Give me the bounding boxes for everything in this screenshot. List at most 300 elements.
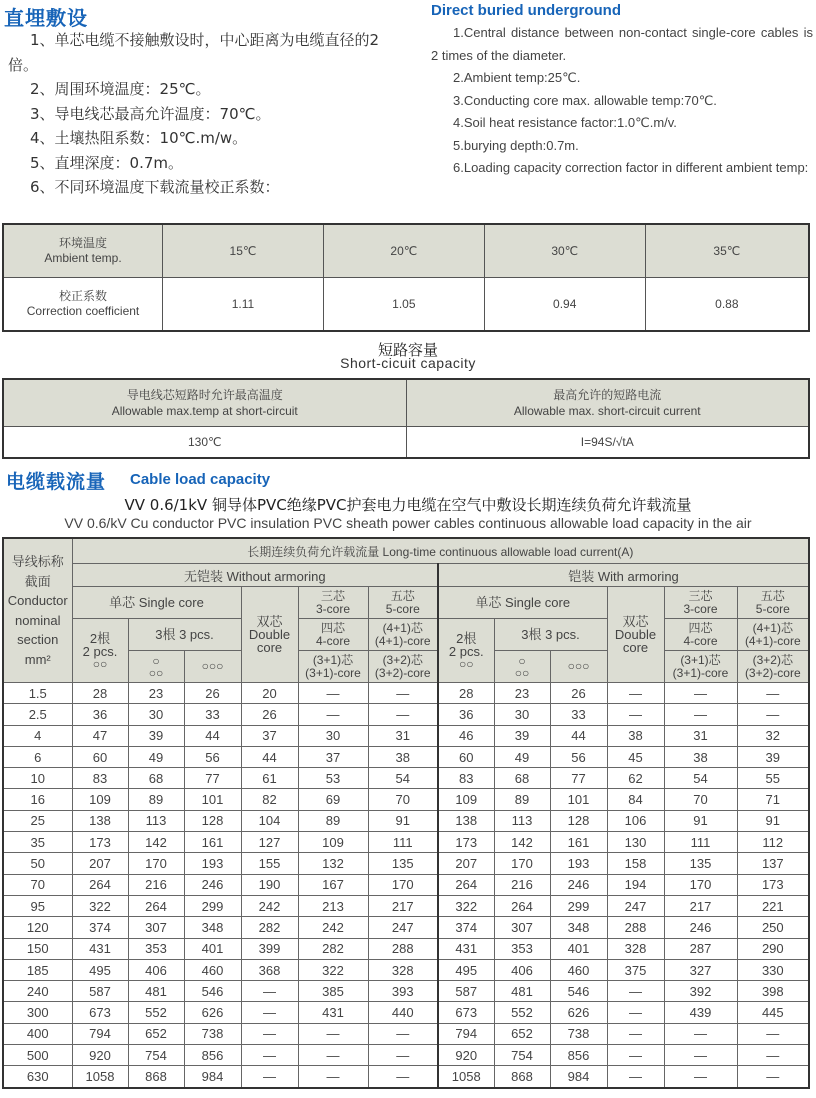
max-temp-header (3, 379, 406, 427)
current-cell: — (241, 1045, 298, 1066)
current-cell: 38 (368, 746, 438, 767)
current-cell: — (241, 1002, 298, 1023)
table-row (3, 427, 809, 459)
current-cell: 70 (664, 789, 737, 810)
current-cell: 322 (438, 895, 494, 916)
four-core-header (298, 619, 368, 651)
list-item: 5.burying depth:0.7m. (453, 137, 579, 153)
current-cell: 216 (494, 874, 550, 895)
current-cell: 246 (664, 917, 737, 938)
current-cell: 368 (241, 959, 298, 980)
current-cell: — (368, 1045, 438, 1066)
current-cell: 288 (607, 917, 664, 938)
current-cell: 652 (128, 1023, 184, 1044)
section-cell: 2.5 (3, 704, 72, 725)
current-cell: 46 (438, 725, 494, 746)
current-cell: 546 (550, 981, 607, 1002)
current-cell: — (298, 1066, 368, 1088)
current-cell: 37 (298, 746, 368, 767)
current-cell: 920 (72, 1045, 128, 1066)
section-cell: 400 (3, 1023, 72, 1044)
four-core-header (664, 619, 737, 651)
header-label-en: core (622, 640, 649, 655)
header-label-cn: 五芯 (760, 588, 785, 603)
current-cell: 89 (128, 789, 184, 810)
current-cell: 44 (184, 725, 241, 746)
current-cell: 920 (438, 1045, 494, 1066)
current-cell: 39 (494, 725, 550, 746)
current-cell: 104 (241, 810, 298, 831)
current-cell: 213 (298, 895, 368, 916)
current-cell: 552 (494, 1002, 550, 1023)
coef-cell: 0.88 (645, 278, 809, 332)
current-cell: 83 (72, 768, 128, 789)
table-row (3, 768, 809, 789)
current-cell: 32 (737, 725, 809, 746)
temp-cell: 30℃ (484, 224, 645, 278)
four-plus-one-core-header (737, 619, 809, 651)
current-cell: 135 (368, 853, 438, 874)
current-cell: 348 (184, 917, 241, 938)
trefoil-bottom-icon: ○○ (514, 665, 530, 680)
table-row (3, 1023, 809, 1044)
current-cell: 328 (368, 959, 438, 980)
flat-formation-icon: ○○○ (550, 651, 607, 683)
current-cell: 170 (494, 853, 550, 874)
current-cell: 89 (494, 789, 550, 810)
temp-cell: 20℃ (323, 224, 484, 278)
current-cell: 112 (737, 832, 809, 853)
header-label-en: Ambient temp. (44, 251, 122, 265)
correction-coef-header (3, 278, 163, 332)
current-cell: 109 (438, 789, 494, 810)
unit-label: mm² (24, 651, 51, 667)
header-label-cn: 四芯 (320, 620, 345, 635)
current-cell: 26 (184, 683, 241, 704)
current-cell: — (607, 683, 664, 704)
current-cell: 481 (128, 981, 184, 1002)
table-header-row (3, 538, 809, 564)
header-label-cn: 导线标称截面 (11, 554, 64, 589)
temp-cell: 15℃ (163, 224, 324, 278)
table-row (3, 917, 809, 938)
section-cell: 630 (3, 1066, 72, 1088)
current-cell: 652 (494, 1023, 550, 1044)
current-cell: 55 (737, 768, 809, 789)
header-label-cn: 2根 (456, 630, 477, 646)
current-cell: 109 (298, 832, 368, 853)
list-item: 3、导电线芯最高允许温度：70℃。 (30, 104, 271, 123)
table-header-row (3, 564, 809, 587)
current-cell: 89 (298, 810, 368, 831)
table-row (3, 853, 809, 874)
current-cell: 142 (494, 832, 550, 853)
current-cell: 287 (664, 938, 737, 959)
current-cell: — (368, 683, 438, 704)
double-core-header (241, 587, 298, 683)
current-cell: 56 (184, 746, 241, 767)
table-row (3, 789, 809, 810)
current-cell: — (607, 1045, 664, 1066)
current-cell: 91 (664, 810, 737, 831)
max-temp-value: 130℃ (3, 427, 406, 459)
current-cell: 36 (438, 704, 494, 725)
current-cell: 193 (550, 853, 607, 874)
list-item: 6.Loading capacity correction factor in different ambient temp: (453, 160, 809, 175)
table-row (3, 746, 809, 767)
table-row (3, 959, 809, 980)
current-cell: 754 (494, 1045, 550, 1066)
table-row (3, 704, 809, 725)
current-cell: 587 (438, 981, 494, 1002)
list-item: 1.Central distance between non-contact single-core cables is 2 times of the diameter. (431, 25, 813, 63)
current-cell: — (368, 704, 438, 725)
current-cell: 242 (241, 895, 298, 916)
current-cell: 106 (607, 810, 664, 831)
table-row (3, 1066, 809, 1088)
current-cell: 23 (494, 683, 550, 704)
current-cell: 247 (368, 917, 438, 938)
section-cell: 16 (3, 789, 72, 810)
current-cell: 322 (298, 959, 368, 980)
current-cell: 374 (72, 917, 128, 938)
current-cell: 353 (494, 938, 550, 959)
list-item: 5、直埋深度：0.7m。 (30, 153, 184, 172)
flat-formation-icon: ○○○ (184, 651, 241, 683)
current-cell: — (298, 1045, 368, 1066)
current-cell: 194 (607, 874, 664, 895)
current-cell: 207 (72, 853, 128, 874)
current-cell: — (737, 683, 809, 704)
current-cell: 264 (438, 874, 494, 895)
list-item: 4、土壤热阻系数：10℃.m/w。 (30, 129, 248, 147)
current-cell: 173 (72, 832, 128, 853)
header-label-en: (3+1)-core (672, 665, 729, 680)
table-row (3, 379, 809, 427)
table-row (3, 224, 809, 278)
current-cell: — (368, 1066, 438, 1088)
current-cell: 398 (737, 981, 809, 1002)
section-cell: 120 (3, 917, 72, 938)
current-cell: — (607, 1002, 664, 1023)
header-label-en: Correction coefficient (26, 304, 140, 318)
header-label-en: (4+1)-core (744, 633, 801, 648)
four-plus-one-core-header (368, 619, 438, 651)
current-cell: 250 (737, 917, 809, 938)
three-plus-one-core-header (664, 651, 737, 683)
current-cell: 170 (368, 874, 438, 895)
current-cell: 155 (241, 853, 298, 874)
current-cell: 348 (550, 917, 607, 938)
header-label-cn: 最高允许的短路电流 (553, 388, 662, 402)
current-cell: — (368, 1023, 438, 1044)
three-plus-two-core-header (368, 651, 438, 683)
current-cell: 328 (607, 938, 664, 959)
current-cell: 142 (128, 832, 184, 853)
header-label-cn: (3+2)芯 (752, 652, 793, 667)
current-cell: 60 (438, 746, 494, 767)
current-cell: 546 (184, 981, 241, 1002)
header-label-cn: 导电线芯短路时允许最高温度 (126, 388, 283, 402)
load-capacity-body (3, 683, 809, 1088)
current-cell: 264 (128, 895, 184, 916)
header-label-cn: (3+2)芯 (382, 652, 423, 667)
current-cell: 130 (607, 832, 664, 853)
current-cell: 738 (184, 1023, 241, 1044)
current-cell: 322 (72, 895, 128, 916)
header-label-en: Double (614, 627, 657, 642)
current-cell: 38 (607, 725, 664, 746)
header-label-cn: 四芯 (688, 620, 713, 635)
current-cell: 246 (550, 874, 607, 895)
five-core-header (368, 587, 438, 619)
current-cell: 84 (607, 789, 664, 810)
correction-table (2, 223, 810, 332)
current-cell: 49 (128, 746, 184, 767)
coef-cell: 1.11 (163, 278, 324, 332)
header-label-en: Allowable max.temp at short-circuit (111, 404, 298, 418)
current-cell: 56 (550, 746, 607, 767)
current-cell: 374 (438, 917, 494, 938)
list-item: 3.Conducting core max. allowable temp:70℃. (453, 92, 717, 108)
direct-buried-title-en: Direct buried underground (431, 2, 622, 19)
direct-buried-title-cn: 直埋敷设 (4, 6, 88, 30)
two-pcs-header (72, 619, 128, 683)
current-cell: 111 (368, 832, 438, 853)
current-cell: 626 (550, 1002, 607, 1023)
current-cell: 28 (72, 683, 128, 704)
header-label-cn: 三芯 (688, 588, 713, 603)
current-cell: 207 (438, 853, 494, 874)
current-cell: 45 (607, 746, 664, 767)
current-cell: — (664, 1023, 737, 1044)
trefoil-header (128, 651, 184, 683)
table-header-row (3, 587, 809, 619)
current-cell: 77 (550, 768, 607, 789)
header-label-en: nominal (14, 612, 61, 628)
temp-cell: 35℃ (645, 224, 809, 278)
current-cell: 440 (368, 1002, 438, 1023)
current-cell: 71 (737, 789, 809, 810)
header-label-en: 2 pcs. (82, 643, 118, 659)
load-capacity-table (2, 537, 810, 1089)
current-cell: 91 (737, 810, 809, 831)
section-cell: 500 (3, 1045, 72, 1066)
without-armoring-header: 无铠装 Without armoring (72, 564, 438, 587)
with-armoring-header: 铠装 With armoring (438, 564, 809, 587)
current-cell: 138 (438, 810, 494, 831)
section-cell: 95 (3, 895, 72, 916)
section-cell: 25 (3, 810, 72, 831)
current-cell: 47 (72, 725, 128, 746)
conductor-section-header (3, 538, 72, 683)
header-label-cn: 五芯 (390, 588, 415, 603)
three-plus-two-core-header (737, 651, 809, 683)
section-cell: 10 (3, 768, 72, 789)
current-cell: 246 (184, 874, 241, 895)
current-cell: — (664, 1066, 737, 1088)
current-cell: 1058 (438, 1066, 494, 1088)
current-cell: 856 (184, 1045, 241, 1066)
double-core-header (607, 587, 664, 683)
short-circuit-title-en: Short-cicuit capacity (340, 355, 476, 371)
current-cell: 673 (438, 1002, 494, 1023)
current-cell: 60 (72, 746, 128, 767)
header-label-cn: 2根 (89, 630, 111, 646)
current-cell: 193 (184, 853, 241, 874)
current-cell: 673 (72, 1002, 128, 1023)
current-cell: 173 (438, 832, 494, 853)
current-cell: — (737, 1023, 809, 1044)
direct-buried-list-en (431, 22, 813, 180)
current-cell: 26 (550, 683, 607, 704)
header-label-cn: (4+1)芯 (382, 620, 423, 635)
header-label-en: core (256, 640, 283, 655)
current-cell: 216 (128, 874, 184, 895)
current-cell: 754 (128, 1045, 184, 1066)
header-label-cn: 双芯 (256, 614, 283, 629)
current-cell: 36 (72, 704, 128, 725)
header-label-cn: (3+1)芯 (680, 652, 721, 667)
current-cell: 190 (241, 874, 298, 895)
current-cell: 135 (664, 853, 737, 874)
current-cell: — (607, 1066, 664, 1088)
current-cell: 28 (438, 683, 494, 704)
current-cell: 401 (184, 938, 241, 959)
current-cell: 173 (737, 874, 809, 895)
current-cell: 264 (494, 895, 550, 916)
current-cell: 137 (737, 853, 809, 874)
two-circles-icon: ○○ (92, 656, 108, 671)
coef-cell: 1.05 (323, 278, 484, 332)
table-row (3, 278, 809, 332)
current-cell: 77 (184, 768, 241, 789)
current-cell: 856 (550, 1045, 607, 1066)
current-cell: 61 (241, 768, 298, 789)
current-cell: 399 (241, 938, 298, 959)
current-cell: 282 (241, 917, 298, 938)
current-cell: — (664, 683, 737, 704)
load-capacity-subtitle-en: VV 0.6/kV Cu conductor PVC insulation PVC sheath power cables continuous allowable load capacity in the air (64, 515, 752, 531)
current-cell: 37 (241, 725, 298, 746)
table-header-row (3, 619, 809, 651)
current-cell: 158 (607, 853, 664, 874)
current-cell: 127 (241, 832, 298, 853)
header-label-en: (3+2)-core (374, 665, 431, 680)
current-cell: 167 (298, 874, 368, 895)
current-cell: 44 (241, 746, 298, 767)
current-cell: — (298, 704, 368, 725)
current-cell: 54 (368, 768, 438, 789)
current-cell: 393 (368, 981, 438, 1002)
table-row (3, 810, 809, 831)
current-cell: 264 (72, 874, 128, 895)
current-cell: 242 (298, 917, 368, 938)
header-label-cn: 校正系数 (58, 289, 107, 303)
current-cell: — (607, 981, 664, 1002)
current-cell: 330 (737, 959, 809, 980)
coef-cell: 0.94 (484, 278, 645, 332)
table-row (3, 981, 809, 1002)
current-cell: 290 (737, 938, 809, 959)
current-cell: 113 (494, 810, 550, 831)
current-cell: 794 (438, 1023, 494, 1044)
current-cell: 392 (664, 981, 737, 1002)
current-cell: — (241, 1066, 298, 1088)
single-core-header: 单芯 Single core (72, 587, 241, 619)
current-cell: 401 (550, 938, 607, 959)
current-cell: 353 (128, 938, 184, 959)
list-item: 6、不同环境温度下载流量校正系数： (30, 178, 280, 196)
three-pcs-header: 3根 3 pcs. (128, 619, 241, 651)
current-cell: 44 (550, 725, 607, 746)
current-cell: — (664, 704, 737, 725)
current-cell: — (298, 1023, 368, 1044)
current-cell: 113 (128, 810, 184, 831)
current-cell: 431 (72, 938, 128, 959)
current-cell: 82 (241, 789, 298, 810)
current-cell: 111 (664, 832, 737, 853)
current-cell: — (737, 1045, 809, 1066)
table-row (3, 1002, 809, 1023)
trefoil-top-icon: ○ (518, 653, 526, 668)
current-cell: 53 (298, 768, 368, 789)
current-cell: 738 (550, 1023, 607, 1044)
current-cell: — (298, 683, 368, 704)
current-cell: 288 (368, 938, 438, 959)
current-cell: 39 (128, 725, 184, 746)
header-label-cn: 双芯 (622, 614, 649, 629)
three-core-header (664, 587, 737, 619)
current-cell: 31 (368, 725, 438, 746)
current-cell: 307 (128, 917, 184, 938)
current-cell: — (737, 704, 809, 725)
list-item: 4.Soil heat resistance factor:1.0℃.m/v. (453, 115, 677, 130)
current-cell: 445 (737, 1002, 809, 1023)
current-cell: — (607, 1023, 664, 1044)
current-cell: 431 (298, 1002, 368, 1023)
current-cell: 495 (72, 959, 128, 980)
section-cell: 185 (3, 959, 72, 980)
current-cell: 23 (128, 683, 184, 704)
list-item: 2、周围环境温度：25℃。 (30, 80, 211, 98)
current-cell: 375 (607, 959, 664, 980)
header-label-cn: (4+1)芯 (752, 620, 793, 635)
table-row (3, 725, 809, 746)
current-cell: — (241, 981, 298, 1002)
header-label-en: (3+2)-core (744, 665, 801, 680)
current-cell: 39 (737, 746, 809, 767)
current-cell: 91 (368, 810, 438, 831)
current-cell: 984 (550, 1066, 607, 1088)
section-cell: 70 (3, 874, 72, 895)
list-item: 2.Ambient temp:25℃. (453, 70, 581, 85)
current-cell: 217 (664, 895, 737, 916)
current-cell: 406 (128, 959, 184, 980)
current-cell: 299 (184, 895, 241, 916)
two-circles-icon: ○○ (459, 656, 474, 671)
table-row (3, 874, 809, 895)
single-core-header: 单芯 Single core (438, 587, 607, 619)
current-cell: 431 (438, 938, 494, 959)
current-cell: — (737, 1066, 809, 1088)
current-cell: 868 (494, 1066, 550, 1088)
current-cell: 38 (664, 746, 737, 767)
three-pcs-header: 3根 3 pcs. (494, 619, 607, 651)
long-time-current-header: 长期连续负荷允许载流量 Long-time continuous allowable load current(A) (72, 538, 809, 564)
current-cell: 132 (298, 853, 368, 874)
current-cell: 552 (128, 1002, 184, 1023)
